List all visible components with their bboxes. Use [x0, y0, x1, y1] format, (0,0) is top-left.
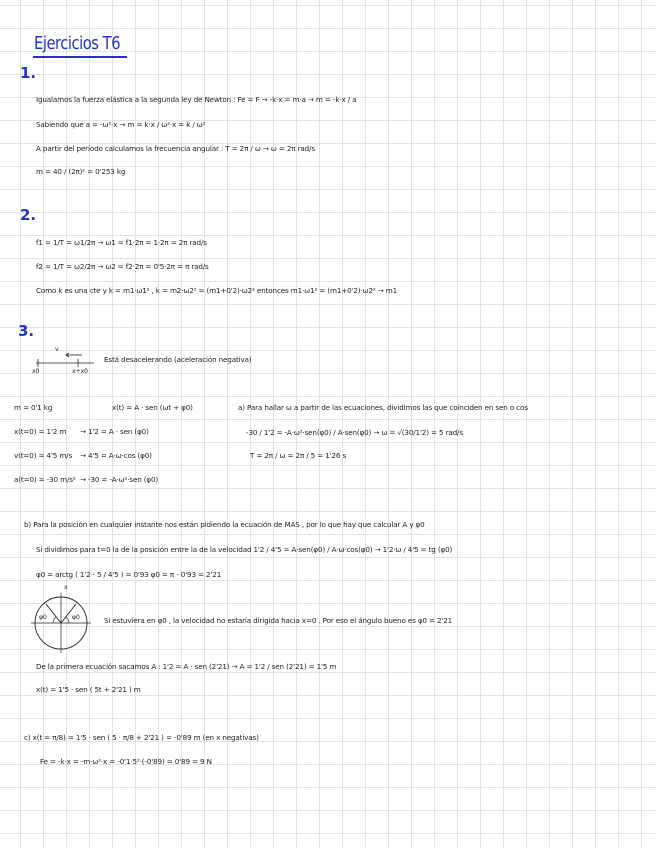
- given-mass: m = 0'1 kg: [14, 403, 53, 412]
- given-position: x(t=0) = 1'2 m: [14, 427, 67, 436]
- sec2-line-3: Como k es una cte y k = m1·ω1² , k = m2·ω2² = (m1+0'2)·ω2² entonces m1·ω1² = (m1+0'2)·ω2² → m1: [36, 286, 398, 295]
- diagram-position-label: x+x0: [72, 368, 88, 375]
- sec1-line-1: Igualamos la fuerza elástica a la segunda ley de Newton : Fe = F → -k·x = m·a → m = -k·x / a: [36, 95, 357, 104]
- part-a-period: T = 2π / ω = 2π / 5 = 1'26 s: [250, 451, 347, 460]
- motion-diagram: [30, 347, 100, 375]
- part-b-amplitude: De la primera ecuación sacamos A : 1'2 = A · sen (2'21) → A = 1'2 / sen (2'21) = 1'5 m: [36, 662, 337, 671]
- given-acceleration: a(t=0) = -30 m/s²: [14, 475, 76, 484]
- equation-velocity-t0: → 4'5 = A·ω·cos (φ0): [80, 451, 152, 460]
- part-c-position: c) x(t = π/8) = 1'5 · sen ( 5 · π/8 + 2'21 ) = -0'89 m (en x negativas): [24, 733, 259, 742]
- diagram-origin-label: x0: [32, 368, 40, 375]
- circle-axis-label: x: [64, 584, 68, 591]
- part-c-force: Fe = -k·x = -m·ω²·x = -0'1·5²·(-0'89) = 0'89 = 9 N: [40, 757, 212, 766]
- sec1-line-3: A partir del periodo calculamos la frecuencia angular : T = 2π / ω → ω = 2π rad/s: [36, 144, 315, 153]
- phase-circle-diagram: [28, 590, 94, 656]
- circle-angle-right: φ0: [72, 614, 80, 621]
- part-b-reasoning: Si estuviera en φ0 , la velocidad no estaría dirigida hacia x=0 . Por eso el ángulo bueno es φ0 = 2'21: [104, 616, 453, 625]
- sec1-line-2: Sabiendo que a = -ω²·x → m = k·x / ω²·x = k / ω²: [36, 120, 206, 129]
- page-title: Ejercicios T6: [34, 33, 121, 54]
- sec1-line-4: m = 40 / (2π)² = 0'253 kg: [36, 167, 126, 176]
- equation-position-t0: → 1'2 = A · sen (φ0): [80, 427, 149, 436]
- part-b-phase: φ0 = arctg ( 1'2 · 5 / 4'5 ) = 0'93 φ0 = π - 0'93 = 2'21: [36, 570, 222, 579]
- part-b-result: x(t) = 1'5 · sen ( 5t + 2'21 ) m: [36, 685, 141, 694]
- given-velocity: v(t=0) = 4'5 m/s: [14, 451, 73, 460]
- section-1-number: 1.: [20, 64, 37, 82]
- section-3-number: 3.: [18, 322, 35, 340]
- equation-position: x(t) = A · sen (ωt + φ0): [112, 403, 193, 412]
- part-b-division: Si dividimos para t=0 la de la posición entre la de la velocidad 1'2 / 4'5 = A·sen(φ0) / A·ω·cos(φ0) → 1'2·ω / 4'5 = tg (φ0): [36, 545, 453, 554]
- part-a-statement: a) Para hallar ω a partir de las ecuaciones, dividimos las que coinciden en sen o cos: [238, 403, 528, 412]
- sec2-line-1: f1 = 1/T = ω1/2π → ω1 = f1·2π = 1·2π = 2π rad/s: [36, 238, 207, 247]
- section-2-number: 2.: [20, 206, 37, 224]
- part-b-statement: b) Para la posición en cualquier instante nos están pidiendo la ecuación de MAS , por lo que hay que calcular A y φ0: [24, 520, 425, 529]
- deceleration-note: Está desacelerando (aceleración negativa): [104, 355, 252, 364]
- title-underline: [33, 56, 127, 58]
- sec2-line-2: f2 = 1/T = ω2/2π → ω2 = f2·2π = 0'5·2π = π rad/s: [36, 262, 209, 271]
- circle-angle-left: φ0: [39, 614, 47, 621]
- equation-acceleration-t0: → -30 = -A·ω²·sen (φ0): [80, 475, 159, 484]
- diagram-velocity-label: v: [55, 346, 59, 353]
- part-a-omega: -30 / 1'2 = -A·ω²·sen(φ0) / A·sen(φ0) → ω = √(30/1'2) = 5 rad/s: [246, 428, 463, 437]
